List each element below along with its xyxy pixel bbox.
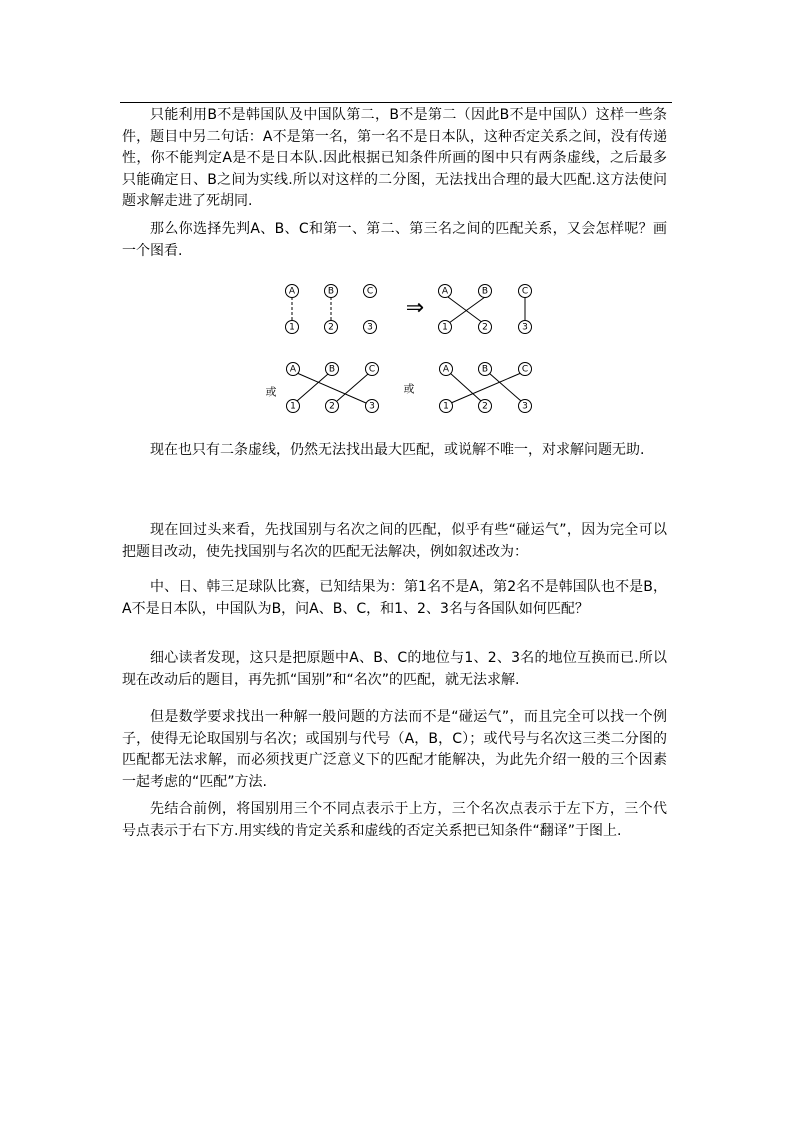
svg-text:3: 3 — [522, 401, 528, 412]
svg-text:B: B — [328, 364, 336, 375]
paragraph-3: 现在也只有二条虚线，仍然无法找出最大匹配，或说解不唯一，对求解问题无助. — [150, 442, 645, 458]
svg-text:2: 2 — [329, 401, 335, 412]
node-c — [519, 363, 532, 376]
node-1 — [439, 321, 452, 334]
node-c — [366, 363, 379, 376]
node-a — [287, 363, 300, 376]
svg-text:2: 2 — [482, 401, 488, 412]
node-3 — [519, 400, 532, 413]
node-2 — [479, 321, 492, 334]
svg-text:1: 1 — [289, 322, 295, 333]
node-a — [440, 363, 453, 376]
node-1 — [440, 400, 453, 413]
edge-b-1 — [297, 374, 328, 401]
edge-b-1 — [449, 297, 485, 323]
svg-text:C: C — [521, 364, 529, 375]
paragraph-7: 但是数学要求找出一种解一般问题的方法而不是“碰运气”，而且完全可以找一个例子，使得无论取国别与名次；或国别与代号（A，B，C）；或代号与名次这三类二分图的匹配都无法求解，而必须找更广泛意义下的匹配才能解决，为此先介绍一般的三个因素一起考虑的“匹配”方法. — [122, 709, 667, 790]
svg-text:A: A — [442, 364, 450, 375]
graph-derived — [439, 285, 532, 334]
node-b — [479, 285, 492, 298]
or-label-right: 或 — [403, 382, 415, 396]
node-2 — [479, 400, 492, 413]
node-1 — [286, 321, 299, 334]
svg-text:3: 3 — [369, 401, 375, 412]
node-a — [286, 285, 299, 298]
matching-diagram — [255, 277, 545, 422]
svg-text:2: 2 — [328, 322, 334, 333]
node-c — [364, 285, 377, 298]
implies-arrow: ⇒ — [405, 295, 425, 321]
paragraph-4: 现在回过头来看，先找国别与名次之间的匹配，似乎有些“碰运气”，因为完全可以把题目改动，使先找国别与名次的匹配无法解决，例如叙述改为： — [122, 522, 667, 560]
edge-a-3 — [297, 373, 366, 403]
paragraph-1: 只能利用B不是韩国队及中国队第二，B不是第二（因此B不是中国队）这样一些条件，题目中另二句话：A不是第一名，第一名不是日本队，这种否定关系之间，没有传递性，你不能判定A是不是日本队.因此根据已知条件所画的图中只有两条虚线，之后最多只能确定日、B之间为实线.所以对这样的二分图，无法找出合理的最大匹配.这方法使问题求解走进了死胡同. — [122, 107, 667, 209]
svg-text:3: 3 — [522, 322, 528, 333]
node-3 — [364, 321, 377, 334]
node-b — [479, 363, 492, 376]
node-1 — [287, 400, 300, 413]
svg-text:C: C — [521, 286, 529, 297]
paragraph-2: 那么你选择先判A、B、C和第一、第二、第三名之间的匹配关系，又会怎样呢？画一个图看. — [122, 221, 667, 259]
svg-text:1: 1 — [442, 322, 448, 333]
svg-text:A: A — [289, 364, 297, 375]
graph-option-2 — [440, 363, 532, 413]
or-label-left: 或 — [265, 385, 277, 399]
node-b — [325, 285, 338, 298]
svg-text:A: A — [288, 286, 296, 297]
svg-text:B: B — [481, 286, 489, 297]
edge-a-2 — [448, 297, 483, 323]
svg-text:1: 1 — [443, 401, 449, 412]
svg-text:C: C — [368, 364, 376, 375]
edge-b-3 — [489, 373, 521, 401]
node-2 — [325, 321, 338, 334]
header-rule — [120, 102, 672, 103]
node-2 — [326, 400, 339, 413]
svg-text:2: 2 — [482, 322, 488, 333]
svg-text:B: B — [327, 286, 335, 297]
graph-original — [286, 285, 377, 334]
svg-text:3: 3 — [367, 322, 373, 333]
graph-option-1 — [287, 363, 379, 413]
paragraph-5: 中、日、韩三足球队比赛，已知结果为：第1名不是A，第2名不是韩国队也不是B，A不是日本队，中国队为B，问A、B、C，和1、2、3名与各国队如何匹配？ — [122, 579, 667, 617]
svg-text:C: C — [366, 286, 374, 297]
node-c — [519, 285, 532, 298]
svg-text:A: A — [441, 286, 449, 297]
node-b — [326, 363, 339, 376]
svg-text:1: 1 — [290, 401, 296, 412]
node-3 — [366, 400, 379, 413]
paragraph-6: 细心读者发现，这只是把原题中A、B、C的地位与1、2、3名的地位互换而已.所以现在改动后的题目，再先抓“国别”和“名次”的匹配，就无法求解. — [122, 650, 667, 688]
node-3 — [519, 321, 532, 334]
edge-c-1 — [451, 373, 521, 403]
svg-text:B: B — [481, 364, 489, 375]
paragraph-8: 先结合前例，将国别用三个不同点表示于上方，三个名次点表示于左下方，三个代号点表示于右下方.用实线的肯定关系和虚线的否定关系把已知条件“翻译”于图上. — [122, 801, 667, 839]
node-a — [439, 285, 452, 298]
